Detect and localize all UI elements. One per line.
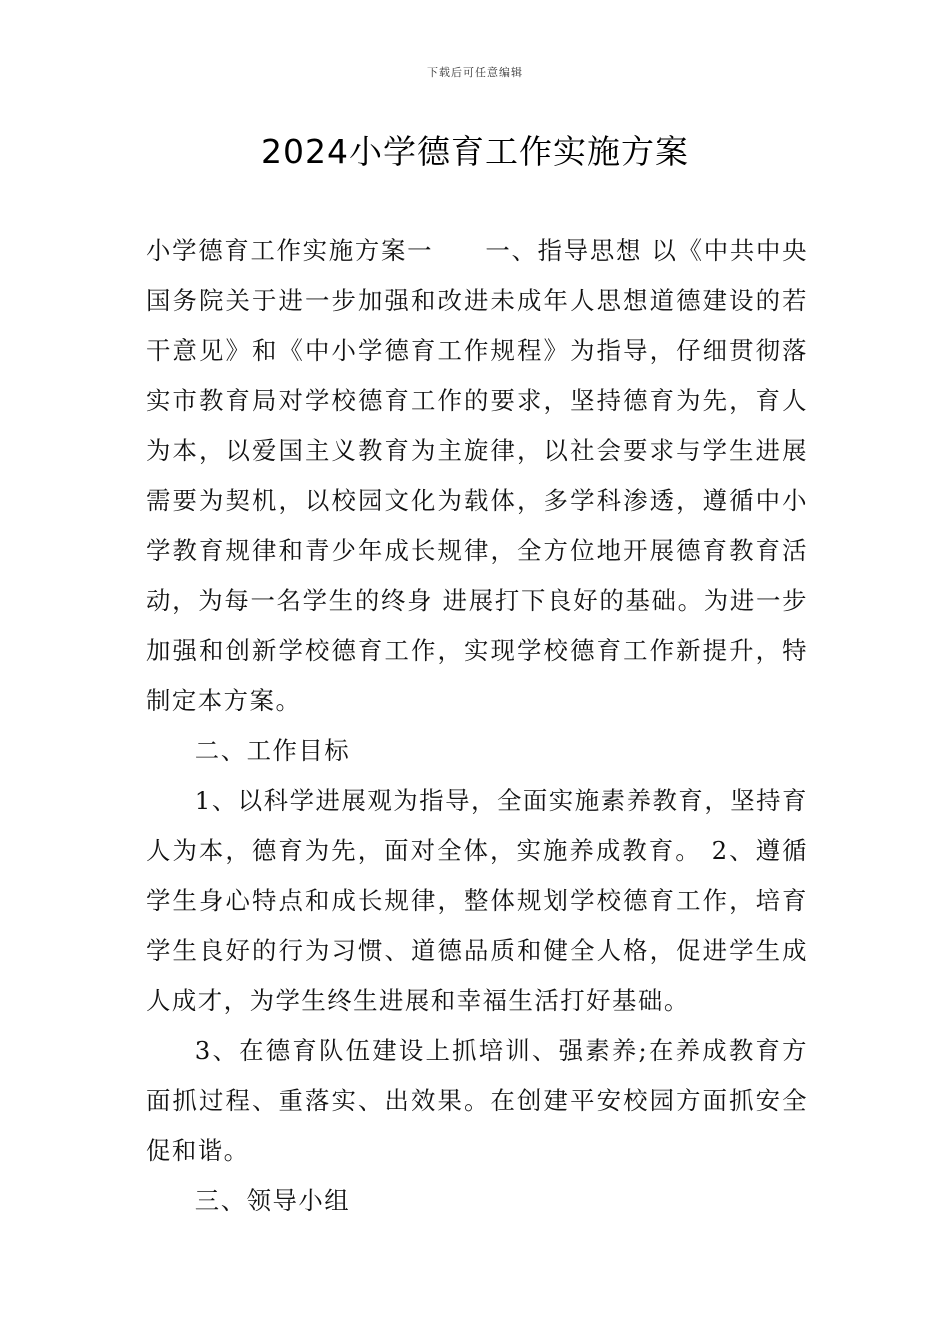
paragraph-guiding-thought: 小学德育工作实施方案一 一、指导思想 以《中共中央国务院关于进一步加强和改进未成年人思想道德建设的若干意见》和《中小学德育工作规程》为指导，仔细贯彻落实市教育局对学校德育工作的要求，坚持德育为先，育人为本，以爱国主义教育为主旋律，以社会要求与学生进展需要为契机，以校园文化为载体，多学科渗透，遵循中小学教育规律和青少年成长规律，全方位地开展德育教育活动，为每一名学生的终身 进展打下良好的基础。为进一步加强和创新学校德育工作，实现学校德育工作新提升，特制定本方案。 — [146, 236, 808, 715]
paragraph-goals-3: 3、在德育队伍建设上抓培训、强素养;在养成教育方面抓过程、重落实、出效果。在创建平安校园方面抓安全促和谐。 — [146, 1036, 808, 1165]
document-body — [146, 226, 808, 1226]
paragraph-goals-1-2: 1、以科学进展观为指导，全面实施素养教育，坚持育人为本，德育为先，面对全体，实施养成教育。 2、遵循学生身心特点和成长规律，整体规划学校德育工作，培育学生良好的行为习惯、道德品质和健全人格，促进学生成人成才，为学生终生进展和幸福生活打好基础。 — [146, 786, 808, 1015]
section-heading-leadership: 三、领导小组 — [194, 1186, 351, 1215]
header-note: 下载后可任意编辑 — [427, 66, 523, 79]
section-heading-goals: 二、工作目标 — [194, 736, 351, 765]
document-title: 2024小学德育工作实施方案 — [261, 132, 689, 171]
